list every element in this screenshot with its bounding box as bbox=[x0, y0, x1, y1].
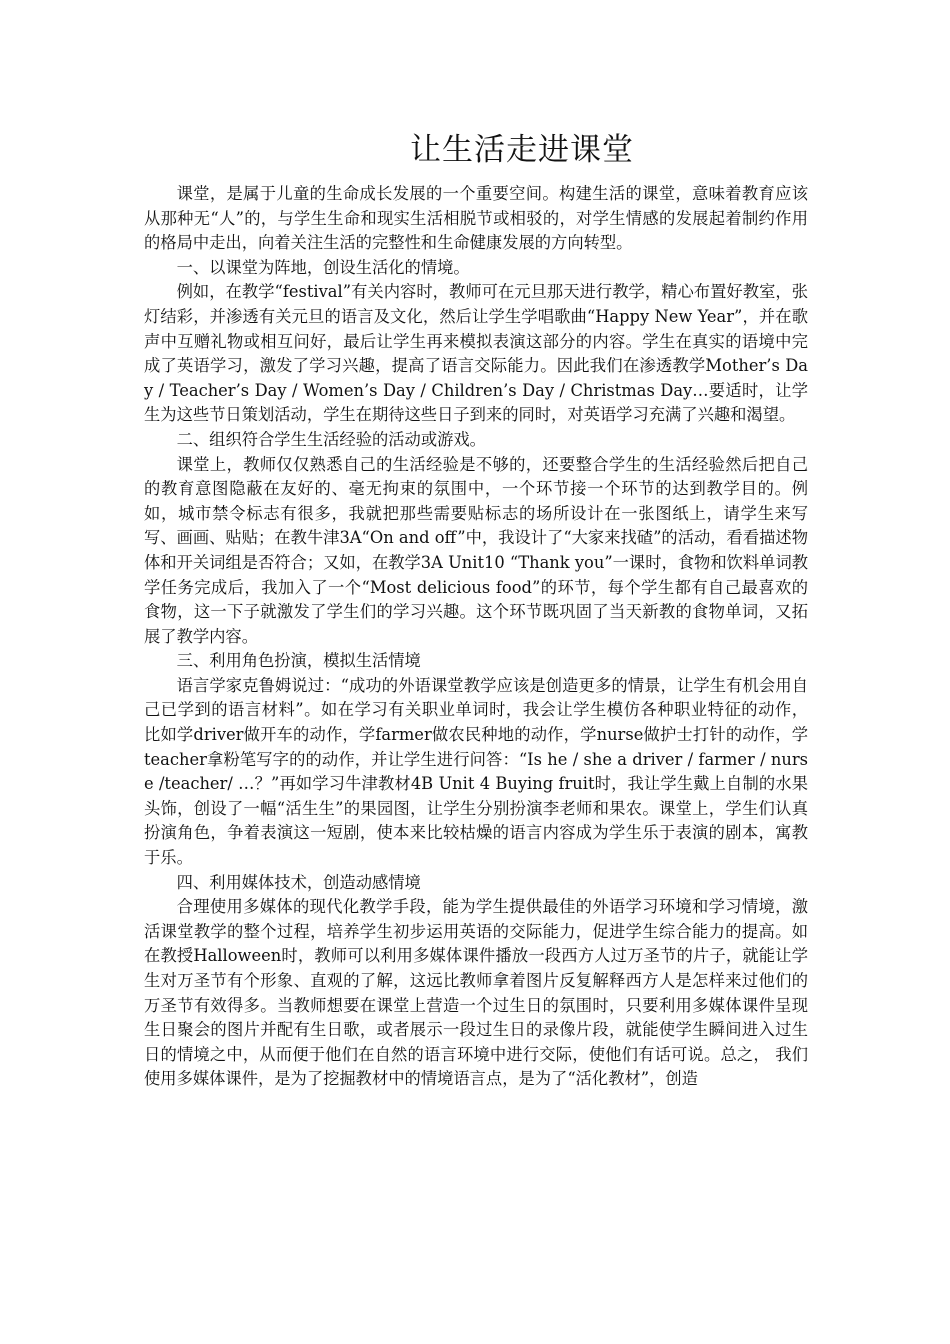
section-heading-2: 二、组织符合学生生活经验的活动或游戏。 bbox=[176, 429, 486, 449]
section-heading-4: 四、利用媒体技术，创造动感情境 bbox=[176, 872, 421, 892]
paragraph-section-3: 语言学家克鲁姆说过：“成功的外语课堂教学应该是创造更多的情景，让学生有机会用自己已学到的语言材料”。如在学习有关职业单词时，我会让学生模仿各种职业特征的动作， 比如学driver做开车的动作，学farmer做农民种地的动作，学nurse做护士打针的动作，学teacher拿粉笔写字的的动作，并让学生进行问答：“Is he / she a driver / farmer / nurse /teacher/ …？”再如学习牛津教材4B Unit 4 Buying fruit时，我让学生戴上自制的水果头饰，创设了一幅“活生生”的果园图，让学生分别扮演李老师和果农。课堂上，学生们认真扮演角色，争着表演这一短剧，使本来比较枯燥的语言内容成为学生乐于表演的剧本，寓教于乐。 bbox=[144, 675, 808, 868]
section-heading-1: 一、以课堂为阵地，创设生活化的情境。 bbox=[176, 257, 470, 277]
paragraph-section-1: 例如，在教学“festival”有关内容时，教师可在元旦那天进行教学，精心布置好教室，张灯结彩，并渗透有关元旦的语言及文化，然后让学生学唱歌曲“Happy New Year”，并在歌声中互赠礼物或相互问好，最后让学生再来模拟表演这部分的内容。学生在真实的语境中完成了英语学习，激发了学习兴趣，提高了语言交际能力。因此我们在渗透教学Mother’s Day / Teacher’s Day / Women’s Day / Children’s Day / Christmas Day…要适时，让学生为这些节日策划活动，学生在期待这些日子到来的同时，对英语学习充满了兴趣和渴望。 bbox=[144, 282, 808, 425]
paragraph-intro: 课堂，是属于儿童的生命成长发展的一个重要空间。构建生活的课堂，意味着教育应该从那种无“人”的，与学生生命和现实生活相脱节或相驳的，对学生情感的发展起着制约作用的格局中走出，向着关注生活的完整性和生命健康发展的方向转型。 bbox=[144, 184, 808, 253]
paragraph-section-2: 课堂上，教师仅仅熟悉自己的生活经验是不够的，还要整合学生的生活经验然后把自己的教育意图隐蔽在友好的、毫无拘束的氛围中，一个环节接一个环节的达到教学目的。例如，城市禁令标志有很多，我就把那些需要贴标志的场所设计在一张图纸上，请学生来写写、画画、贴贴；在教牛津3A“On and off”中，我设计了“大家来找碴”的活动，看看描述物体和开关词组是否符合；又如，在教学3A Unit10 “Thank you”一课时，食物和饮料单词教学任务完成后，我加入了一个“Most delicious food”的环节，每个学生都有自己最喜欢的食物，这一下子就激发了学生们的学习兴趣。这个环节既巩固了当天新教的食物单词，又拓展了教学内容。 bbox=[144, 454, 809, 646]
document-title: 让生活走进课堂 bbox=[410, 132, 634, 168]
paragraph-section-4: 合理使用多媒体的现代化教学手段，能为学生提供最佳的外语学习环境和学习情境，激活课堂教学的整个过程，培养学生初步运用英语的交际能力，促进学生综合能力的提高。如在教授Halloween时，教师可以利用多媒体课件播放一段西方人过万圣节的片子，就能让学生对万圣节有个形象、直观的了解，这远比教师拿着图片反复解释西方人是怎样来过他们的万圣节有效得多。当教师想要在课堂上营造一个过生日的氛围时，只要利用多媒体课件呈现生日聚会的图片并配有生日歌，或者展示一段过生日的录像片段，就能使学生瞬间进入过生日的情境之中，从而便于他们在自然的语言环境中进行交际，使他们有话可说。总之， 我们使用多媒体课件，是为了挖掘教材中的情境语言点，是为了“活化教材”，创造 bbox=[144, 897, 808, 1089]
section-heading-3: 三、利用角色扮演，模拟生活情境 bbox=[176, 651, 421, 671]
document-body bbox=[144, 128, 808, 1092]
